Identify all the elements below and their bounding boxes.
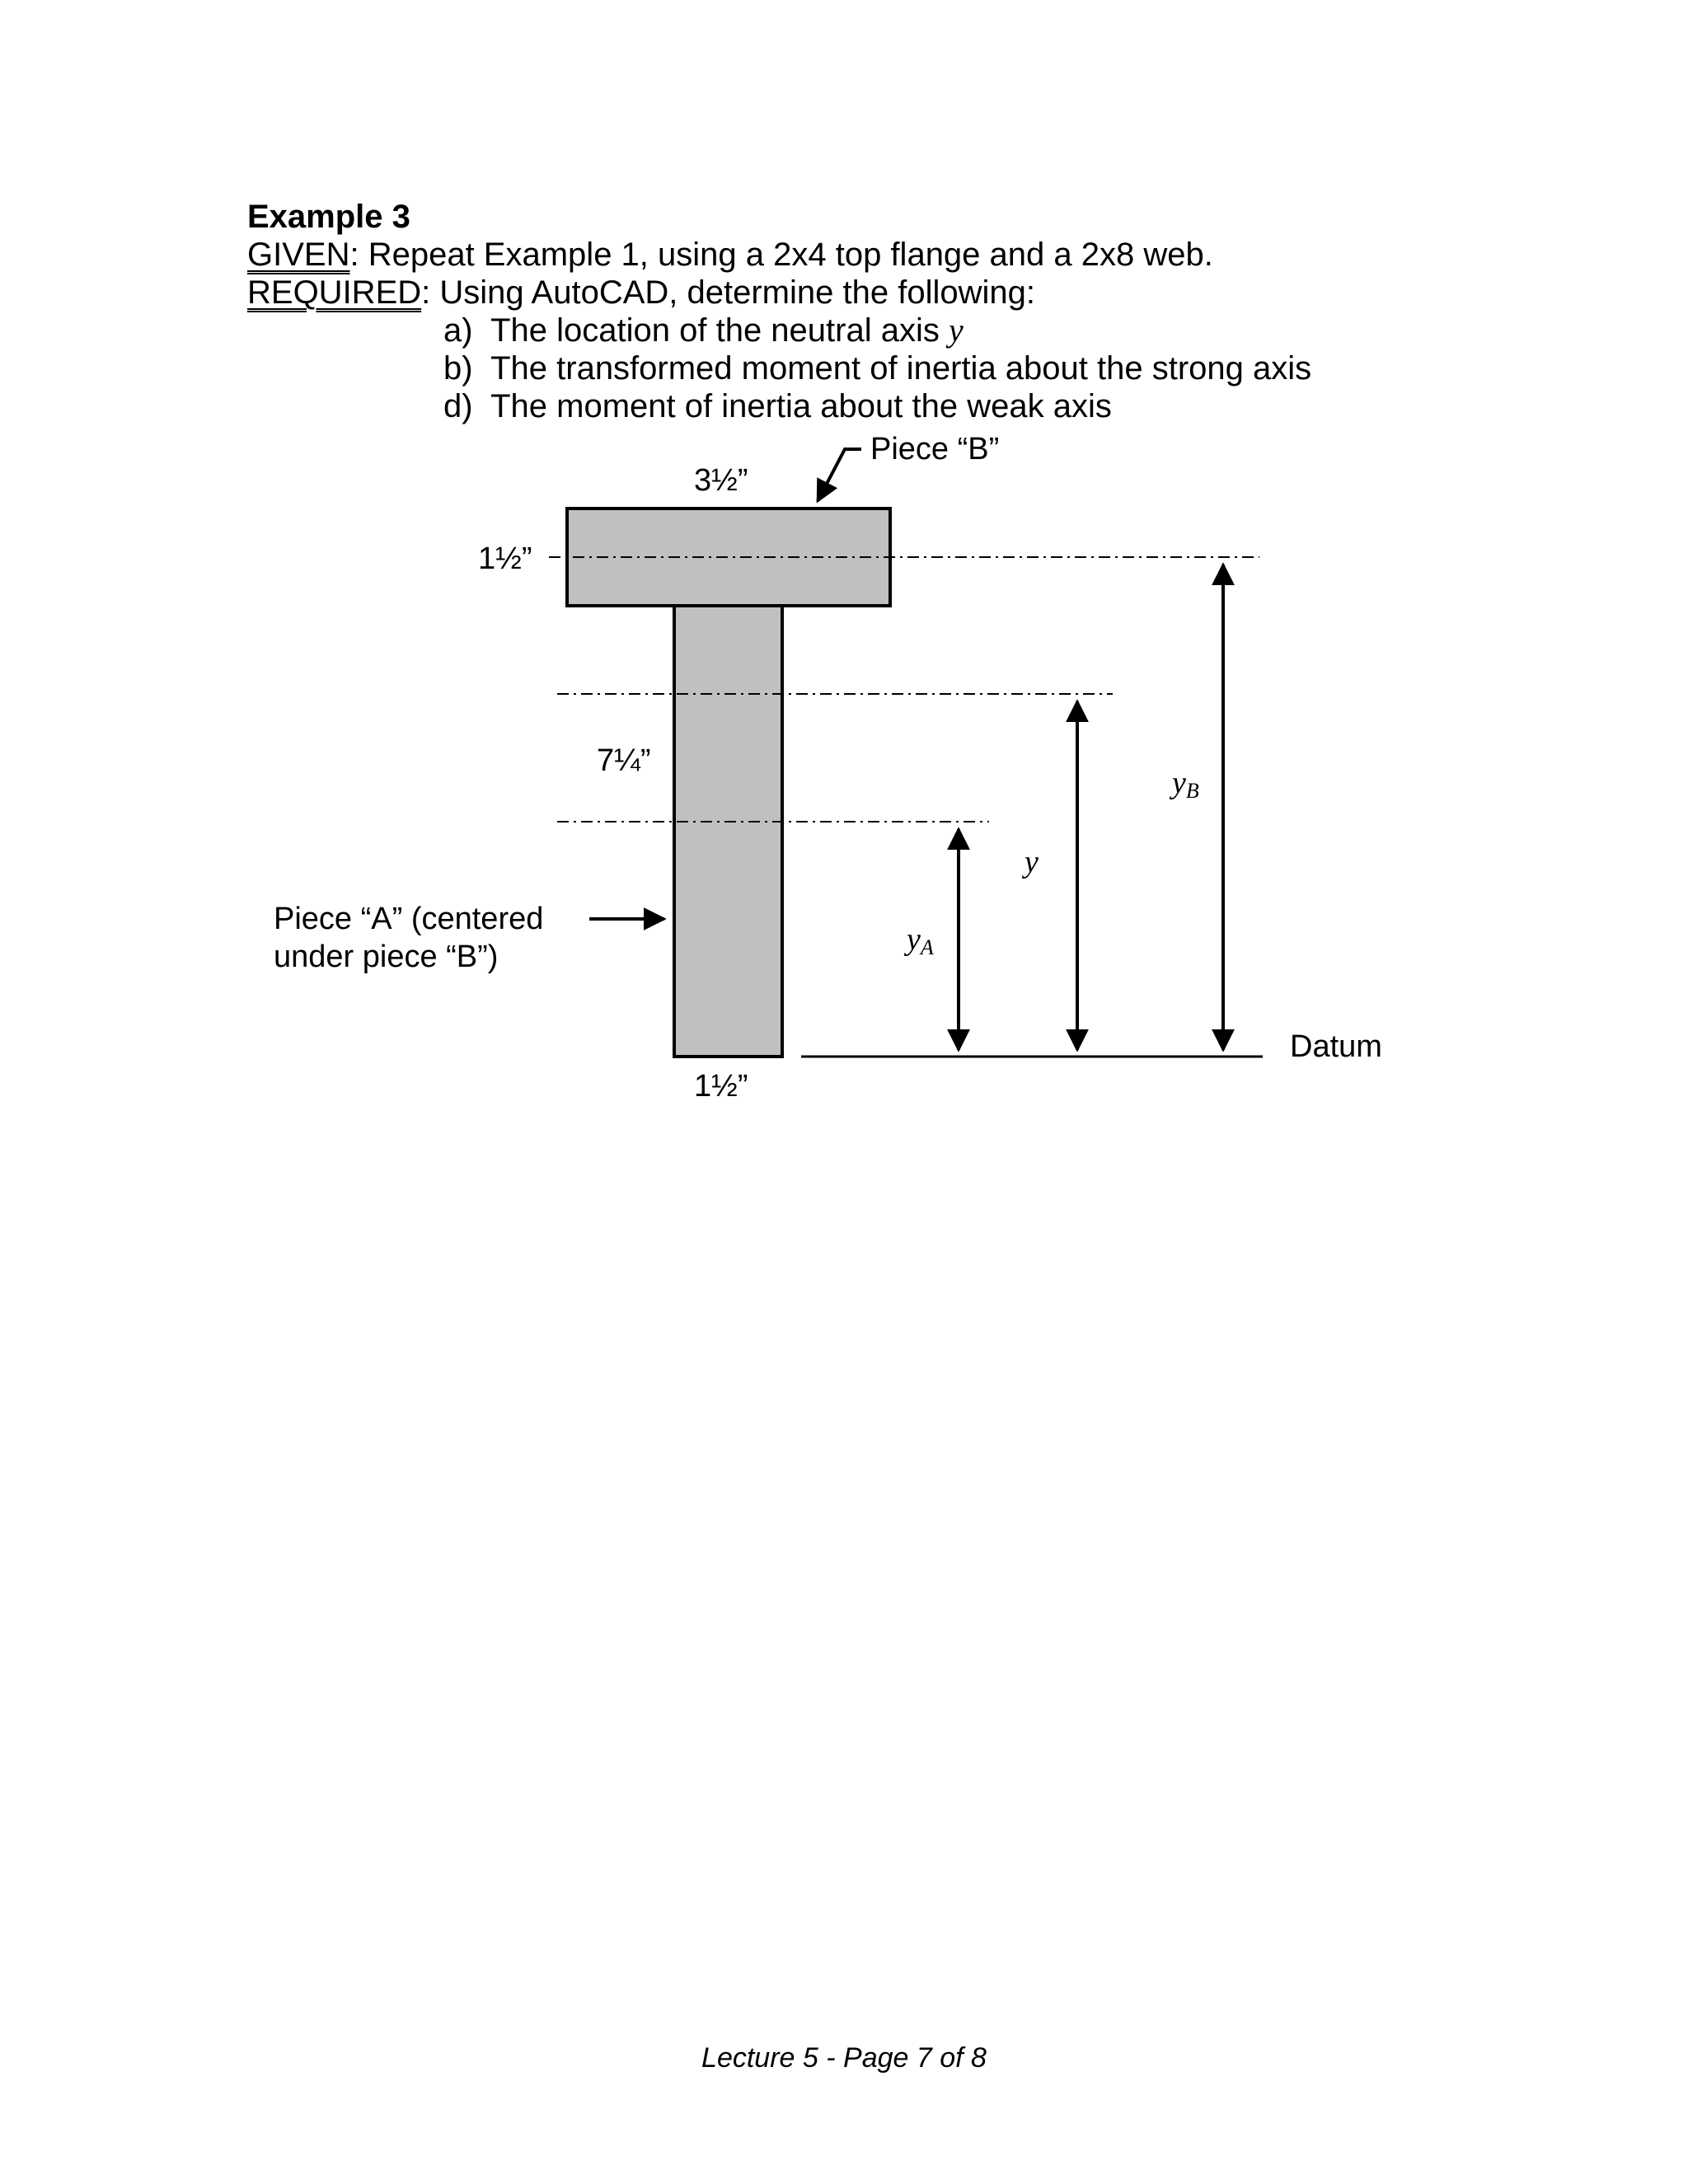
web-piece-a bbox=[674, 606, 782, 1057]
requirement-marker: d) bbox=[443, 388, 473, 424]
web-width-label: 1½” bbox=[694, 1069, 748, 1104]
web-height-label: 7¼” bbox=[597, 743, 651, 778]
flange-height-label: 1½” bbox=[478, 541, 532, 576]
given-text: : Repeat Example 1, using a 2x4 top flange and a 2x8 web. bbox=[349, 237, 1213, 273]
yb-subscript: B bbox=[1185, 779, 1199, 803]
requirement-marker: a) bbox=[443, 312, 473, 349]
requirement-text: The moment of inertia about the weak axis bbox=[490, 388, 1112, 424]
piece-b-label: Piece “B” bbox=[870, 432, 1000, 466]
ya-symbol: y bbox=[907, 922, 921, 957]
requirement-text: The location of the neutral axis bbox=[490, 312, 949, 349]
flange-width-label: 3½” bbox=[694, 463, 748, 498]
example-title: Example 3 bbox=[247, 199, 410, 235]
ya-label bbox=[903, 922, 934, 959]
page-footer: Lecture 5 - Page 7 of 8 bbox=[701, 2042, 987, 2074]
ya-subscript: A bbox=[920, 935, 934, 959]
given-label: GIVEN bbox=[247, 237, 350, 273]
piece-a-label-line2: under piece “B”) bbox=[274, 940, 499, 974]
y-label: y bbox=[1025, 845, 1039, 879]
datum-label: Datum bbox=[1290, 1029, 1382, 1064]
requirement-marker: b) bbox=[443, 350, 473, 387]
required-text: : Using AutoCAD, determine the following: bbox=[421, 274, 1035, 311]
piece-a-label-line1: Piece “A” (centered bbox=[274, 902, 544, 936]
required-label: REQUIRED bbox=[247, 274, 422, 311]
requirement-text: The transformed moment of inertia about the strong axis bbox=[490, 350, 1312, 387]
neutral-axis-symbol: y bbox=[948, 312, 964, 349]
yb-label bbox=[1169, 766, 1199, 803]
yb-symbol: y bbox=[1172, 766, 1186, 800]
piece-b-leader-arrow bbox=[818, 449, 861, 501]
